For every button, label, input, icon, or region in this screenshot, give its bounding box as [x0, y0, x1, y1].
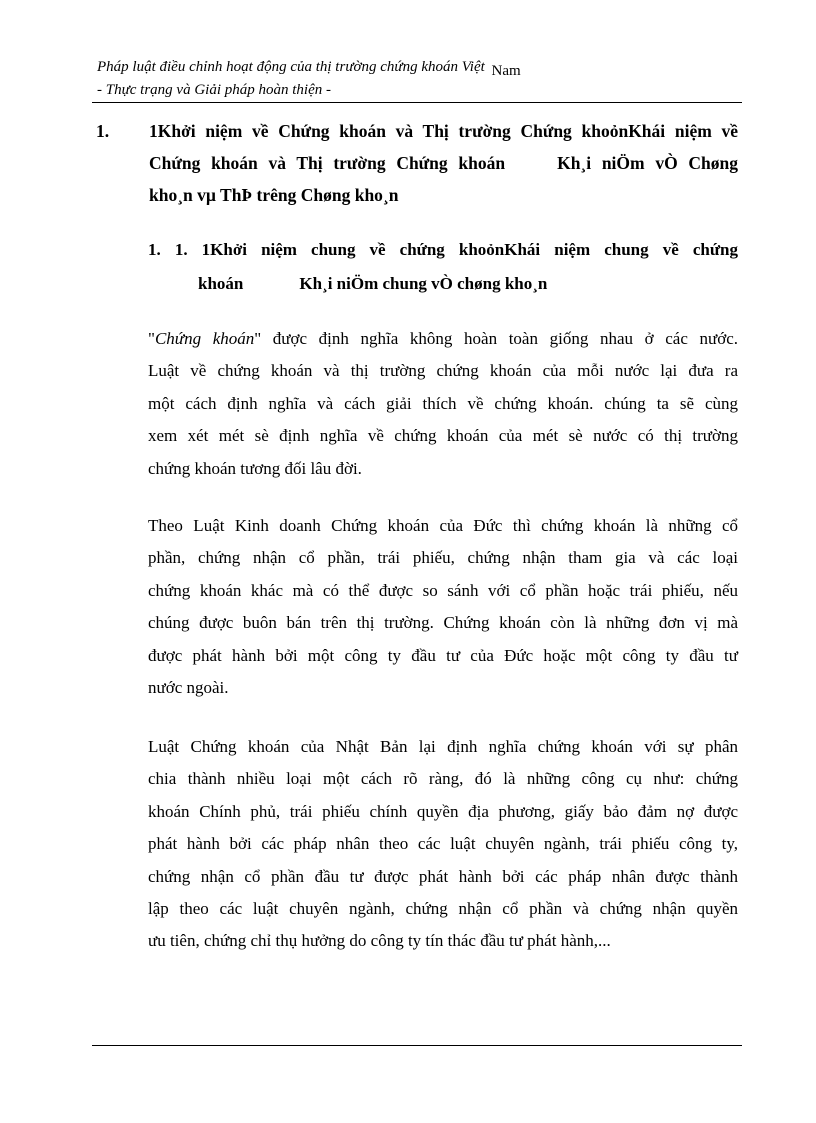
defined-term: Chứng khoán — [154, 329, 255, 348]
paragraph-line: Luật Chứng khoán của Nhật Bản lại định nghĩa chứng khoán với sự phân — [148, 737, 738, 756]
paragraph-germany — [148, 510, 738, 704]
subsection-heading — [148, 233, 738, 301]
header-divider — [92, 102, 742, 103]
paragraph-line: chứng khoán tương đối lâu đời. — [148, 458, 362, 478]
paragraph-line: "Chứng khoán" được định nghĩa không hoàn toàn giống nhau ở các nước. — [148, 329, 738, 348]
paragraph-line: phát hành bởi các pháp nhân theo các luật chuyên ngành, trái phiếu công ty, — [148, 834, 738, 854]
paragraph-line: chứng khoán khác mà có thể được so sánh với cổ phần hoặc trái phiếu, nếu — [148, 580, 738, 600]
paragraph-line: chứng nhận cổ phần đầu tư được phát hành bởi các pháp nhân được thành — [148, 866, 738, 886]
paragraph-line: Luật về chứng khoán và thị trường chứng khoán của mỗi nước lại đưa ra — [148, 361, 738, 381]
paragraph-line: lập theo các luật chuyên ngành, chứng nhận cổ phần và chứng nhận quyền — [148, 899, 738, 919]
paragraph-line: chúng được buôn bán trên thị trường. Chứng khoán còn là những đơn vị mà — [148, 613, 738, 633]
paragraph-line: một cách định nghĩa và cách giải thích về chứng khoán. chúng ta sẽ cùng — [148, 393, 738, 413]
subsection-heading-line-1: 1. 1. 1Khởi niệm chung về chứng khoỏnKhái niệm chung về chứng — [148, 240, 738, 259]
section-heading — [96, 115, 738, 211]
section-heading-line-1: 1. 1Khởi niệm về Chứng khoán và Thị trường Chứng khoỏnKhái niệm về — [96, 115, 738, 147]
section-number: 1. — [96, 121, 110, 141]
section-heading-line-2: Chứng khoán và Thị trường Chứng khoán Kh¸i niÖm vÒ Chøng — [149, 153, 738, 173]
running-header — [97, 56, 742, 102]
paragraph-line: khoán Chính phủ, trái phiếu chính quyền địa phương, giấy bảo đảm nợ được — [148, 801, 738, 821]
paragraph-line: ưu tiên, chứng chỉ thụ hưởng do công ty tín thác đầu tư phát hành,... — [148, 931, 611, 951]
footer-divider — [92, 1045, 742, 1046]
section-heading-line-3: kho¸n vµ ThÞ trêng Chøng kho¸n — [149, 185, 399, 205]
header-title: Pháp luật điều chỉnh hoạt động của thị trường chứng khoán Việt — [97, 59, 485, 75]
paragraph-line: Theo Luật Kinh doanh Chứng khoán của Đức thì chứng khoán là những cổ — [148, 516, 738, 535]
paragraph-line: chia thành nhiều loại một cách rõ ràng, đó là những công cụ như: chứng — [148, 769, 738, 789]
paragraph-definition — [148, 323, 738, 485]
subsection-heading-line-2: khoán Kh¸i niÖm chung vÒ chøng kho¸n — [198, 274, 548, 293]
paragraph-line: được phát hành bởi một công ty đầu tư của Đức hoặc một công ty đầu tư — [148, 645, 738, 665]
paragraph-japan — [148, 731, 738, 958]
header-title-tail: Nam — [491, 63, 521, 79]
paragraph-line: xem xét mét sè định nghĩa về chứng khoán của mét sè nước có thị trường — [148, 426, 738, 446]
paragraph-line: nước ngoài. — [148, 678, 229, 698]
paragraph-line: phần, chứng nhận cổ phần, trái phiếu, chứng nhận tham gia và các loại — [148, 548, 738, 568]
header-title-line — [97, 56, 742, 79]
header-subtitle: - Thực trạng và Giải pháp hoàn thiện - — [97, 82, 331, 98]
